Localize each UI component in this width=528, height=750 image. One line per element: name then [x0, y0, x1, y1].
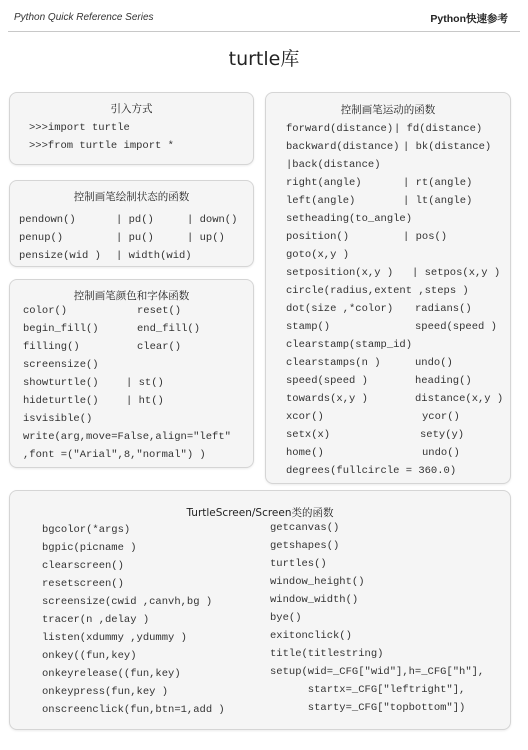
motion-fn: clearstamps(n ) [286, 357, 381, 369]
import-line: >>>from turtle import * [29, 140, 174, 152]
page-title: turtle库 [228, 48, 300, 70]
screen-fn: onkeyrelease((fun,key) [42, 668, 181, 680]
color-panel [9, 279, 254, 468]
brand-label: Python快速参考 [430, 13, 508, 25]
screen-fn: setup(wid=_CFG["wid"],h=_CFG["h"], [270, 666, 485, 678]
motion-fn: setx(x) [286, 429, 331, 441]
import-line: >>>import turtle [29, 122, 130, 134]
screen-fn: onscreenclick(fun,btn=1,add ) [42, 704, 225, 716]
motion-fn-alias: undo() [415, 357, 453, 369]
motion-fn: stamp() [286, 321, 331, 333]
motion-fn-alias: | pos() [403, 231, 448, 243]
color-fn: begin_fill() [23, 323, 99, 335]
screen-fn: tracer(n ,delay ) [42, 614, 150, 626]
motion-fn-alias: heading() [415, 375, 472, 387]
color-fn: showturtle() [23, 377, 99, 389]
motion-fn: setposition(x,y ) [286, 267, 394, 279]
screen-panel [9, 490, 511, 730]
motion-fn: forward(distance) [286, 123, 394, 135]
motion-fn-alias: distance(x,y ) [415, 393, 504, 405]
color-fn: hideturtle() [23, 395, 99, 407]
motion-fn-alias: | bk(distance) [403, 141, 492, 153]
motion-fn: xcor() [286, 411, 324, 423]
motion-fn-alias: | fd(distance) [394, 123, 483, 135]
motion-fn-alias: | lt(angle) [403, 195, 473, 207]
state-row: | width(wid) [116, 250, 192, 262]
screen-panel-title: TurtleScreen/Screen类的函数 [186, 507, 334, 519]
motion-fn-alias: | setpos(x,y ) [412, 267, 501, 279]
motion-fn: backward(distance) [286, 141, 400, 153]
state-row: | down() [187, 214, 238, 226]
state-panel-title: 控制画笔绘制状态的函数 [73, 191, 190, 203]
screen-fn: getcanvas() [270, 522, 340, 534]
motion-fn: |back(distance) [286, 159, 381, 171]
color-fn: clear() [137, 341, 182, 353]
motion-fn-alias: radians() [415, 303, 472, 315]
motion-fn-alias: speed(speed ) [415, 321, 497, 333]
color-fn: filling() [23, 341, 80, 353]
motion-fn-alias: sety(y) [420, 429, 465, 441]
motion-fn: setheading(to_angle) [286, 213, 413, 225]
motion-fn-alias: ycor() [422, 411, 460, 423]
color-panel-title: 控制画笔颜色和字体函数 [73, 290, 190, 302]
screen-fn: resetscreen() [42, 578, 124, 590]
state-row: | pd() [116, 214, 154, 226]
state-row: pensize(wid ) [19, 250, 101, 262]
screen-fn: onkeypress(fun,key ) [42, 686, 169, 698]
motion-fn: towards(x,y ) [286, 393, 368, 405]
motion-fn: goto(x,y ) [286, 249, 350, 261]
motion-fn-alias: | rt(angle) [403, 177, 473, 189]
color-fn: color() [23, 305, 68, 317]
state-panel [9, 180, 254, 267]
screen-fn: bye() [270, 612, 302, 624]
screen-fn: listen(xdummy ,ydummy ) [42, 632, 187, 644]
screen-fn: window_height() [270, 576, 365, 588]
motion-panel-title: 控制画笔运动的函数 [340, 104, 436, 116]
motion-fn: dot(size ,*color) [286, 303, 394, 315]
screen-fn: window_width() [270, 594, 359, 606]
color-fn: write(arg,move=False,align="left" [23, 431, 231, 443]
state-row: | up() [187, 232, 225, 244]
state-row: penup() [19, 232, 64, 244]
motion-fn: right(angle) [286, 177, 362, 189]
color-fn: end_fill() [137, 323, 201, 335]
color-fn: ,font =("Arial",8,"normal") ) [23, 449, 206, 461]
motion-fn: degrees(fullcircle = 360.0) [286, 465, 457, 477]
state-row: | pu() [116, 232, 154, 244]
screen-fn: bgcolor(*args) [42, 524, 131, 536]
screen-fn: onkey((fun,key) [42, 650, 137, 662]
import-panel [9, 92, 254, 165]
screen-fn: turtles() [270, 558, 327, 570]
screen-fn: clearscreen() [42, 560, 124, 572]
motion-fn: clearstamp(stamp_id) [286, 339, 413, 351]
motion-fn: position() [286, 231, 350, 243]
motion-fn: left(angle) [286, 195, 356, 207]
color-fn: screensize() [23, 359, 99, 371]
motion-panel [265, 92, 511, 484]
color-fn: isvisible() [23, 413, 93, 425]
state-row: pendown() [19, 214, 76, 226]
motion-fn: circle(radius,extent ,steps ) [286, 285, 469, 297]
screen-fn: startx=_CFG["leftright"], [270, 684, 466, 696]
screen-fn: screensize(cwid ,canvh,bg ) [42, 596, 213, 608]
series-label: Python Quick Reference Series [14, 12, 154, 23]
color-fn: | st() [126, 377, 164, 389]
motion-fn: speed(speed ) [286, 375, 368, 387]
screen-fn: exitonclick() [270, 630, 352, 642]
import-panel-title: 引入方式 [110, 103, 153, 115]
motion-fn: home() [286, 447, 324, 459]
color-fn: | ht() [126, 395, 164, 407]
screen-fn: starty=_CFG["topbottom"]) [270, 702, 466, 714]
screen-fn: bgpic(picname ) [42, 542, 137, 554]
screen-fn: getshapes() [270, 540, 340, 552]
motion-fn-alias: undo() [422, 447, 460, 459]
header-divider [8, 31, 520, 32]
screen-fn: title(titlestring) [270, 648, 384, 660]
color-fn: reset() [137, 305, 182, 317]
